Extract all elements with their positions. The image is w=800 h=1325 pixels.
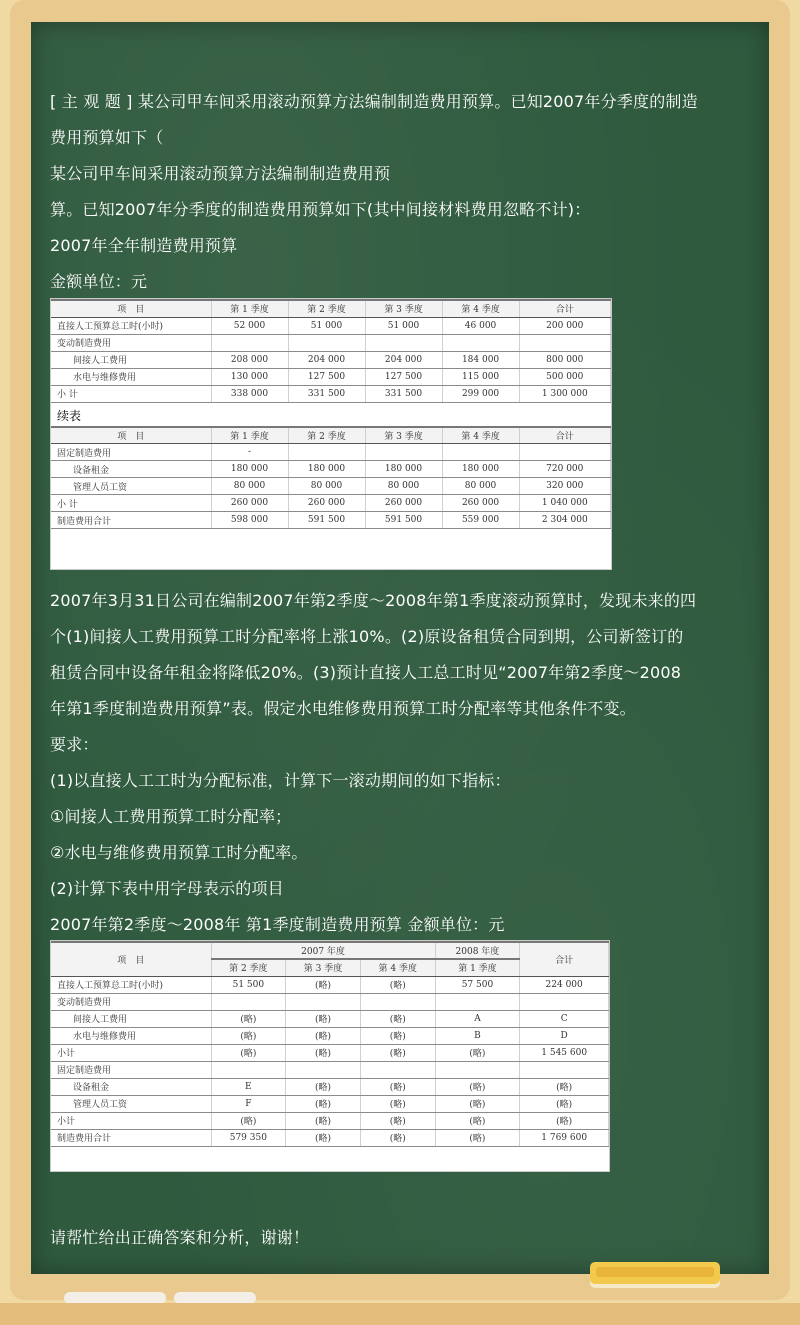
table-row (51, 495, 611, 512)
table-row (51, 1061, 609, 1078)
table-cell: (略) (435, 1112, 520, 1129)
budget-table-2007-image (50, 298, 612, 570)
table-cell: 184 000 (442, 351, 519, 368)
budget-table-2007-continued (51, 426, 611, 530)
table-cell: 320 000 (519, 478, 610, 495)
column-subheader: 第 1 季度 (435, 959, 520, 976)
column-header: 合计 (519, 300, 610, 317)
table-cell (211, 1061, 286, 1078)
table-cell: (略) (520, 1078, 609, 1095)
intro-line: 算。已知2007年分季度的制造费用预算如下(其中间接材料费用忽略不计)： (50, 200, 591, 219)
table-cell: 180 000 (288, 461, 365, 478)
table-cell: 598 000 (211, 512, 288, 529)
table-cell: 800 000 (519, 351, 610, 368)
table-cell: 1 300 000 (519, 385, 610, 402)
column-header: 项 目 (51, 300, 211, 317)
table-cell: (略) (360, 976, 435, 993)
body-line: ①间接人工费用预算工时分配率； (50, 807, 292, 826)
table-row (51, 317, 611, 334)
table-cell: (略) (360, 1010, 435, 1027)
table-cell (360, 1061, 435, 1078)
closing-text (50, 1220, 760, 1256)
table-cell (365, 334, 442, 351)
table-cell: 115 000 (442, 368, 519, 385)
row-label: 变动制造费用 (51, 334, 211, 351)
row-label: 水电与维修费用 (51, 368, 211, 385)
question-intro (50, 84, 760, 300)
table-cell: 180 000 (211, 461, 288, 478)
table-cell: 127 500 (365, 368, 442, 385)
header-2008: 2008 年度 (435, 942, 520, 959)
table-cell: 80 000 (288, 478, 365, 495)
column-header: 第 1 季度 (211, 427, 288, 444)
table-cell: 51 000 (288, 317, 365, 334)
table-row (51, 444, 611, 461)
row-label: 制造费用合计 (51, 1129, 211, 1146)
table-cell: 331 500 (288, 385, 365, 402)
table-row (51, 351, 611, 368)
body-line: 2007年第2季度～2008年 第1季度制造费用预算 金额单位：元 (50, 915, 505, 934)
table-cell: 260 000 (442, 495, 519, 512)
table-cell: 2 304 000 (519, 512, 610, 529)
body-line: 年第1季度制造费用预算”表。假定水电维修费用预算工时分配率等其他条件不变。 (50, 699, 636, 718)
table-cell: 1 545 600 (520, 1044, 609, 1061)
row-label: 间接人工费用 (51, 1010, 211, 1027)
table-cell: 591 500 (365, 512, 442, 529)
table-cell: (略) (360, 1095, 435, 1112)
table-cell: A (435, 1010, 520, 1027)
column-header: 第 3 季度 (365, 427, 442, 444)
table-cell: 1 769 600 (520, 1129, 609, 1146)
table-cell (435, 1061, 520, 1078)
table-row (51, 1129, 609, 1146)
table-header-row (51, 427, 611, 444)
closing-line: 请帮忙给出正确答案和分析，谢谢！ (50, 1228, 310, 1247)
table-cell: (略) (435, 1129, 520, 1146)
table-cell: 260 000 (211, 495, 288, 512)
column-header: 项 目 (51, 427, 211, 444)
intro-line: 2007年全年制造费用预算 (50, 236, 238, 255)
table-cell: 204 000 (288, 351, 365, 368)
table-cell: 331 500 (365, 385, 442, 402)
table-cell: 52 000 (211, 317, 288, 334)
row-label: 管理人员工资 (51, 478, 211, 495)
row-label: 小计 (51, 1044, 211, 1061)
table-cell (435, 993, 520, 1010)
table-cell: (略) (520, 1112, 609, 1129)
column-header: 第 4 季度 (442, 427, 519, 444)
body-line: (2)计算下表中用字母表示的项目 (50, 879, 284, 898)
table-cell: (略) (286, 1095, 361, 1112)
table-cell: E (211, 1078, 286, 1095)
row-label: 水电与维修费用 (51, 1027, 211, 1044)
chalk-tray (0, 1303, 800, 1325)
table-cell: C (520, 1010, 609, 1027)
row-label: 小 计 (51, 495, 211, 512)
table-cell (211, 334, 288, 351)
row-label: 直接人工预算总工时(小时) (51, 976, 211, 993)
column-header: 第 2 季度 (288, 427, 365, 444)
table-cell (519, 334, 610, 351)
row-label: 管理人员工资 (51, 1095, 211, 1112)
table-row (51, 512, 611, 529)
table-row (51, 1078, 609, 1095)
table-cell: 208 000 (211, 351, 288, 368)
intro-line: 费用预算如下（ (50, 128, 164, 147)
table-cell: 130 000 (211, 368, 288, 385)
table-cell: (略) (286, 1044, 361, 1061)
table-cell: 200 000 (519, 317, 610, 334)
table-cell (360, 993, 435, 1010)
rolling-budget-table-image (50, 940, 610, 1172)
table-cell: 180 000 (365, 461, 442, 478)
table-row (51, 1095, 609, 1112)
table-cell: 80 000 (211, 478, 288, 495)
table-row (51, 368, 611, 385)
header-item: 项 目 (51, 942, 211, 976)
table-cell (519, 444, 610, 461)
table-cell: (略) (435, 1078, 520, 1095)
table-cell: 338 000 (211, 385, 288, 402)
table-cell: 180 000 (442, 461, 519, 478)
column-header: 合计 (519, 427, 610, 444)
table-cell: (略) (435, 1044, 520, 1061)
header-total: 合计 (520, 942, 609, 976)
table-cell: 127 500 (288, 368, 365, 385)
intro-line: [ 主 观 题 ] 某公司甲车间采用滚动预算方法编制制造费用预算。已知2007年分季度的制造 (50, 92, 698, 111)
table-cell: (略) (211, 1112, 286, 1129)
row-label: 设备租金 (51, 461, 211, 478)
column-subheader: 第 3 季度 (286, 959, 361, 976)
table-cell (520, 993, 609, 1010)
table-cell: (略) (435, 1095, 520, 1112)
table-row (51, 993, 609, 1010)
table-cell: F (211, 1095, 286, 1112)
table-cell: (略) (286, 1129, 361, 1146)
table-cell: (略) (211, 1010, 286, 1027)
table-cell: (略) (360, 1027, 435, 1044)
table-cell: 591 500 (288, 512, 365, 529)
table-cell: 46 000 (442, 317, 519, 334)
table-header-row (51, 942, 609, 959)
table-cell: 51 500 (211, 976, 286, 993)
budget-table-2007 (51, 299, 611, 403)
table-cell: (略) (520, 1095, 609, 1112)
table-cell: 80 000 (365, 478, 442, 495)
question-body (50, 583, 760, 943)
body-line: 租赁合同中设备年租金将降低20%。(3)预计直接人工总工时见“2007年第2季度～2008 (50, 663, 682, 682)
table-cell: (略) (286, 1112, 361, 1129)
table-cell: (略) (360, 1044, 435, 1061)
row-label: 设备租金 (51, 1078, 211, 1095)
table-cell: (略) (286, 1027, 361, 1044)
table-cell: 80 000 (442, 478, 519, 495)
rolling-budget-table (51, 941, 609, 1147)
table-row (51, 1010, 609, 1027)
header-2007: 2007 年度 (211, 942, 435, 959)
table-cell (286, 993, 361, 1010)
table-cell: - (211, 444, 288, 461)
table-cell (365, 444, 442, 461)
table-cell (211, 993, 286, 1010)
table-cell: D (520, 1027, 609, 1044)
table-cell: (略) (286, 1010, 361, 1027)
table-cell: 720 000 (519, 461, 610, 478)
table-row (51, 334, 611, 351)
column-header: 第 3 季度 (365, 300, 442, 317)
table-cell: B (435, 1027, 520, 1044)
table-cell: 204 000 (365, 351, 442, 368)
column-subheader: 第 4 季度 (360, 959, 435, 976)
table-cell: (略) (211, 1044, 286, 1061)
table-row (51, 461, 611, 478)
column-header: 第 1 季度 (211, 300, 288, 317)
table-cell: (略) (286, 976, 361, 993)
intro-line: 某公司甲车间采用滚动预算方法编制制造费用预 (50, 164, 391, 183)
table-cell (288, 334, 365, 351)
table-row (51, 478, 611, 495)
table-cell: (略) (211, 1027, 286, 1044)
continued-label: 续表 (51, 403, 611, 426)
row-label: 间接人工费用 (51, 351, 211, 368)
table-cell (286, 1061, 361, 1078)
table-cell: (略) (286, 1078, 361, 1095)
table-cell: 500 000 (519, 368, 610, 385)
table-row (51, 1044, 609, 1061)
body-line: (1)以直接人工工时为分配标准，计算下一滚动期间的如下指标： (50, 771, 511, 790)
column-subheader: 第 2 季度 (211, 959, 286, 976)
row-label: 直接人工预算总工时(小时) (51, 317, 211, 334)
eraser-icon (590, 1262, 720, 1284)
body-line: 个(1)间接人工费用预算工时分配率将上涨10%。(2)原设备租赁合同到期，公司新签订的 (50, 627, 684, 646)
row-label: 固定制造费用 (51, 1061, 211, 1078)
intro-line: 金额单位：元 (50, 272, 148, 291)
column-header: 第 4 季度 (442, 300, 519, 317)
table-cell (442, 444, 519, 461)
body-line: 要求： (50, 735, 99, 754)
row-label: 制造费用合计 (51, 512, 211, 529)
table-cell (442, 334, 519, 351)
body-line: ②水电与维修费用预算工时分配率。 (50, 843, 308, 862)
table-row (51, 385, 611, 402)
row-label: 变动制造费用 (51, 993, 211, 1010)
table-row (51, 1027, 609, 1044)
table-cell: 57 500 (435, 976, 520, 993)
table-cell: (略) (360, 1112, 435, 1129)
body-line: 2007年3月31日公司在编制2007年第2季度～2008年第1季度滚动预算时，发现未来的四 (50, 591, 697, 610)
row-label: 小计 (51, 1112, 211, 1129)
row-label: 固定制造费用 (51, 444, 211, 461)
table-cell: (略) (360, 1129, 435, 1146)
table-cell: 559 000 (442, 512, 519, 529)
table-cell: 299 000 (442, 385, 519, 402)
table-cell: (略) (360, 1078, 435, 1095)
table-header-row (51, 300, 611, 317)
table-cell: 579 350 (211, 1129, 286, 1146)
table-cell (288, 444, 365, 461)
table-cell: 260 000 (365, 495, 442, 512)
table-cell: 260 000 (288, 495, 365, 512)
row-label: 小 计 (51, 385, 211, 402)
table-cell (520, 1061, 609, 1078)
table-row (51, 1112, 609, 1129)
table-row (51, 976, 609, 993)
table-cell: 1 040 000 (519, 495, 610, 512)
table-cell: 224 000 (520, 976, 609, 993)
column-header: 第 2 季度 (288, 300, 365, 317)
table-cell: 51 000 (365, 317, 442, 334)
